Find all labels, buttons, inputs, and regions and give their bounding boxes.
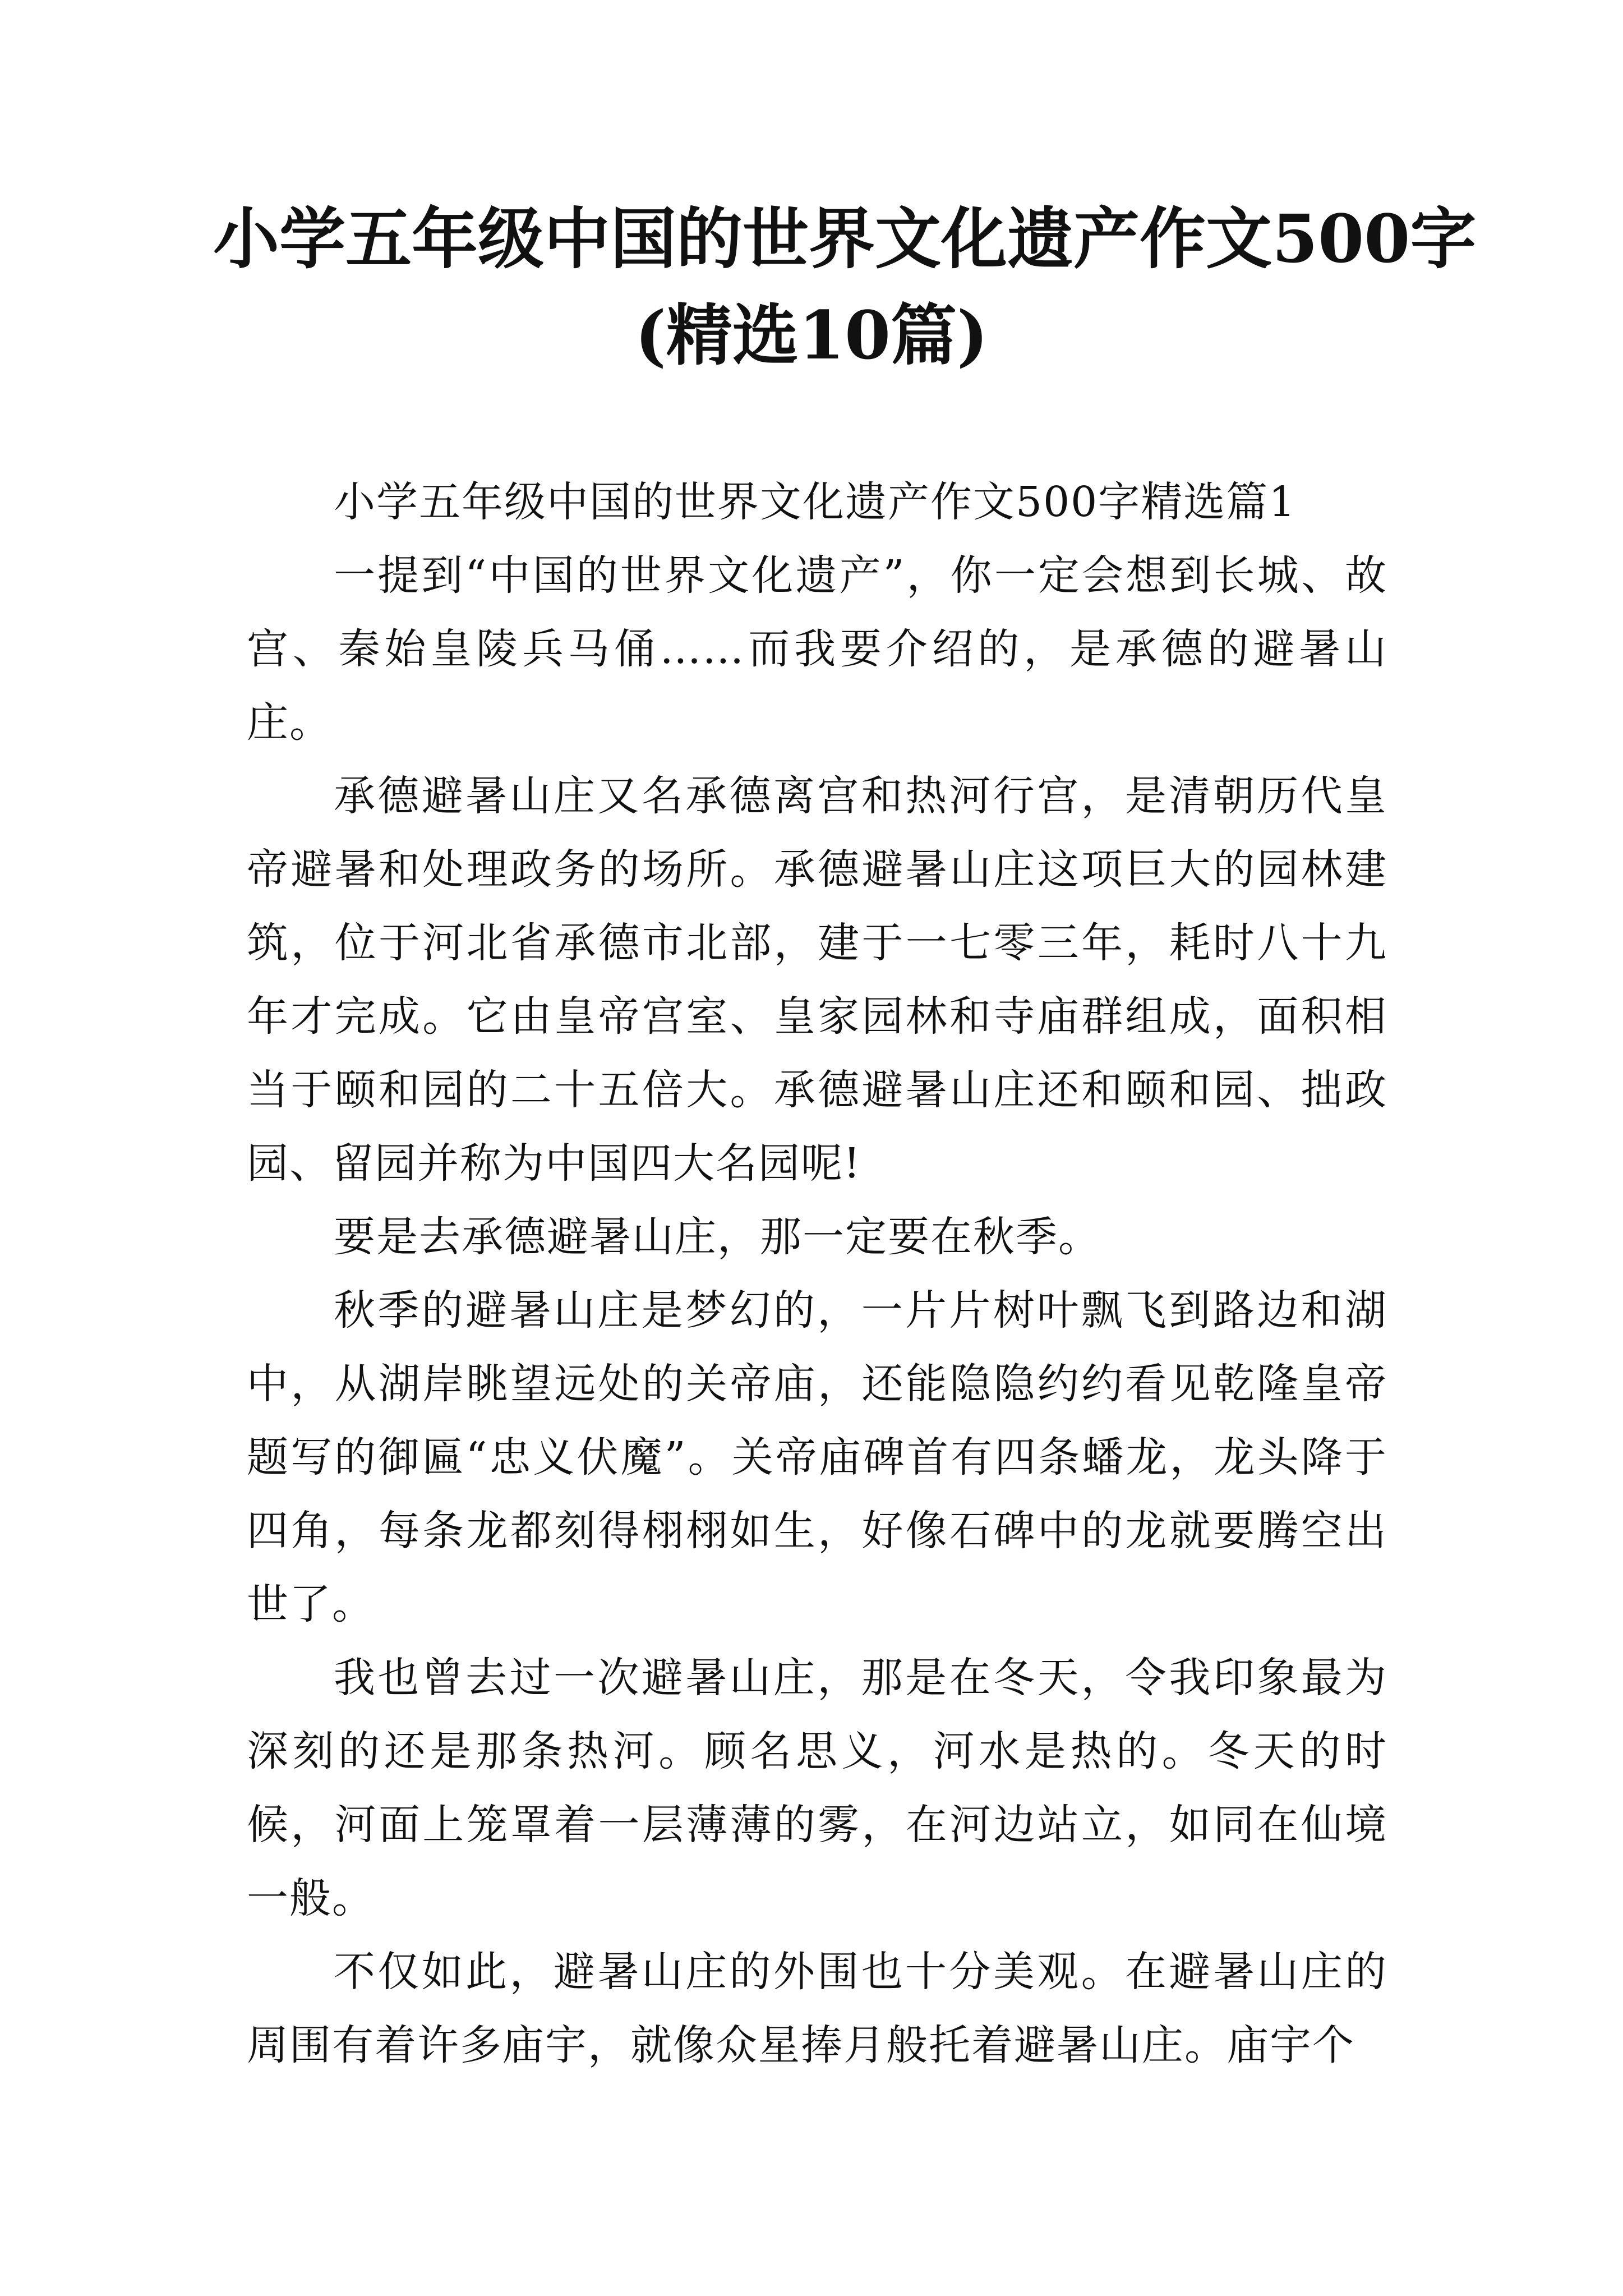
title-line-2: (精选10篇) xyxy=(635,296,988,374)
paragraph-winter: 我也曾去过一次避暑山庄，那是在冬天，令我印象最为深刻的还是那条热河。顾名思义，河水是热的。冬天的时候，河面上笼罩着一层薄薄的雾，在河边站立，如同在仙境一般。 xyxy=(247,1654,1387,1922)
document-title xyxy=(213,191,1477,384)
paragraph-autumn-lead: 要是去承德避暑山庄，那一定要在秋季。 xyxy=(334,1213,1101,1261)
section-heading: 小学五年级中国的世界文化遗产作文500字精选篇1 xyxy=(334,478,1297,526)
paragraph-surroundings: 不仅如此，避暑山庄的外围也十分美观。在避暑山庄的周围有着许多庙宇，就像众星捧月般托着避暑山庄。庙宇个 xyxy=(247,1948,1387,2069)
document-body xyxy=(247,466,1387,2082)
paragraph-history: 承德避暑山庄又名承德离宫和热河行宫，是清朝历代皇帝避暑和处理政务的场所。承德避暑山庄这项巨大的园林建筑，位于河北省承德市北部，建于一七零三年，耗时八十九年才完成。它由皇帝宫室、皇家园林和寺庙群组成，面积相当于颐和园的二十五倍大。承德避暑山庄还和颐和园、拙政园、留园并称为中国四大名园呢! xyxy=(247,772,1387,1188)
title-line-1: 小学五年级中国的世界文化遗产作文500字 xyxy=(213,200,1477,278)
paragraph-intro: 一提到“中国的世界文化遗产”，你一定会想到长城、故宫、秦始皇陵兵马俑……而我要介绍的，是承德的避暑山庄。 xyxy=(247,551,1387,747)
paragraph-autumn: 秋季的避暑山庄是梦幻的，一片片树叶飘飞到路边和湖中，从湖岸眺望远处的关帝庙，还能隐隐约约看见乾隆皇帝题写的御匾“忠义伏魔”。关帝庙碑首有四条蟠龙，龙头降于四角，每条龙都刻得栩栩如生，好像石碑中的龙就要腾空出世了。 xyxy=(247,1286,1387,1628)
